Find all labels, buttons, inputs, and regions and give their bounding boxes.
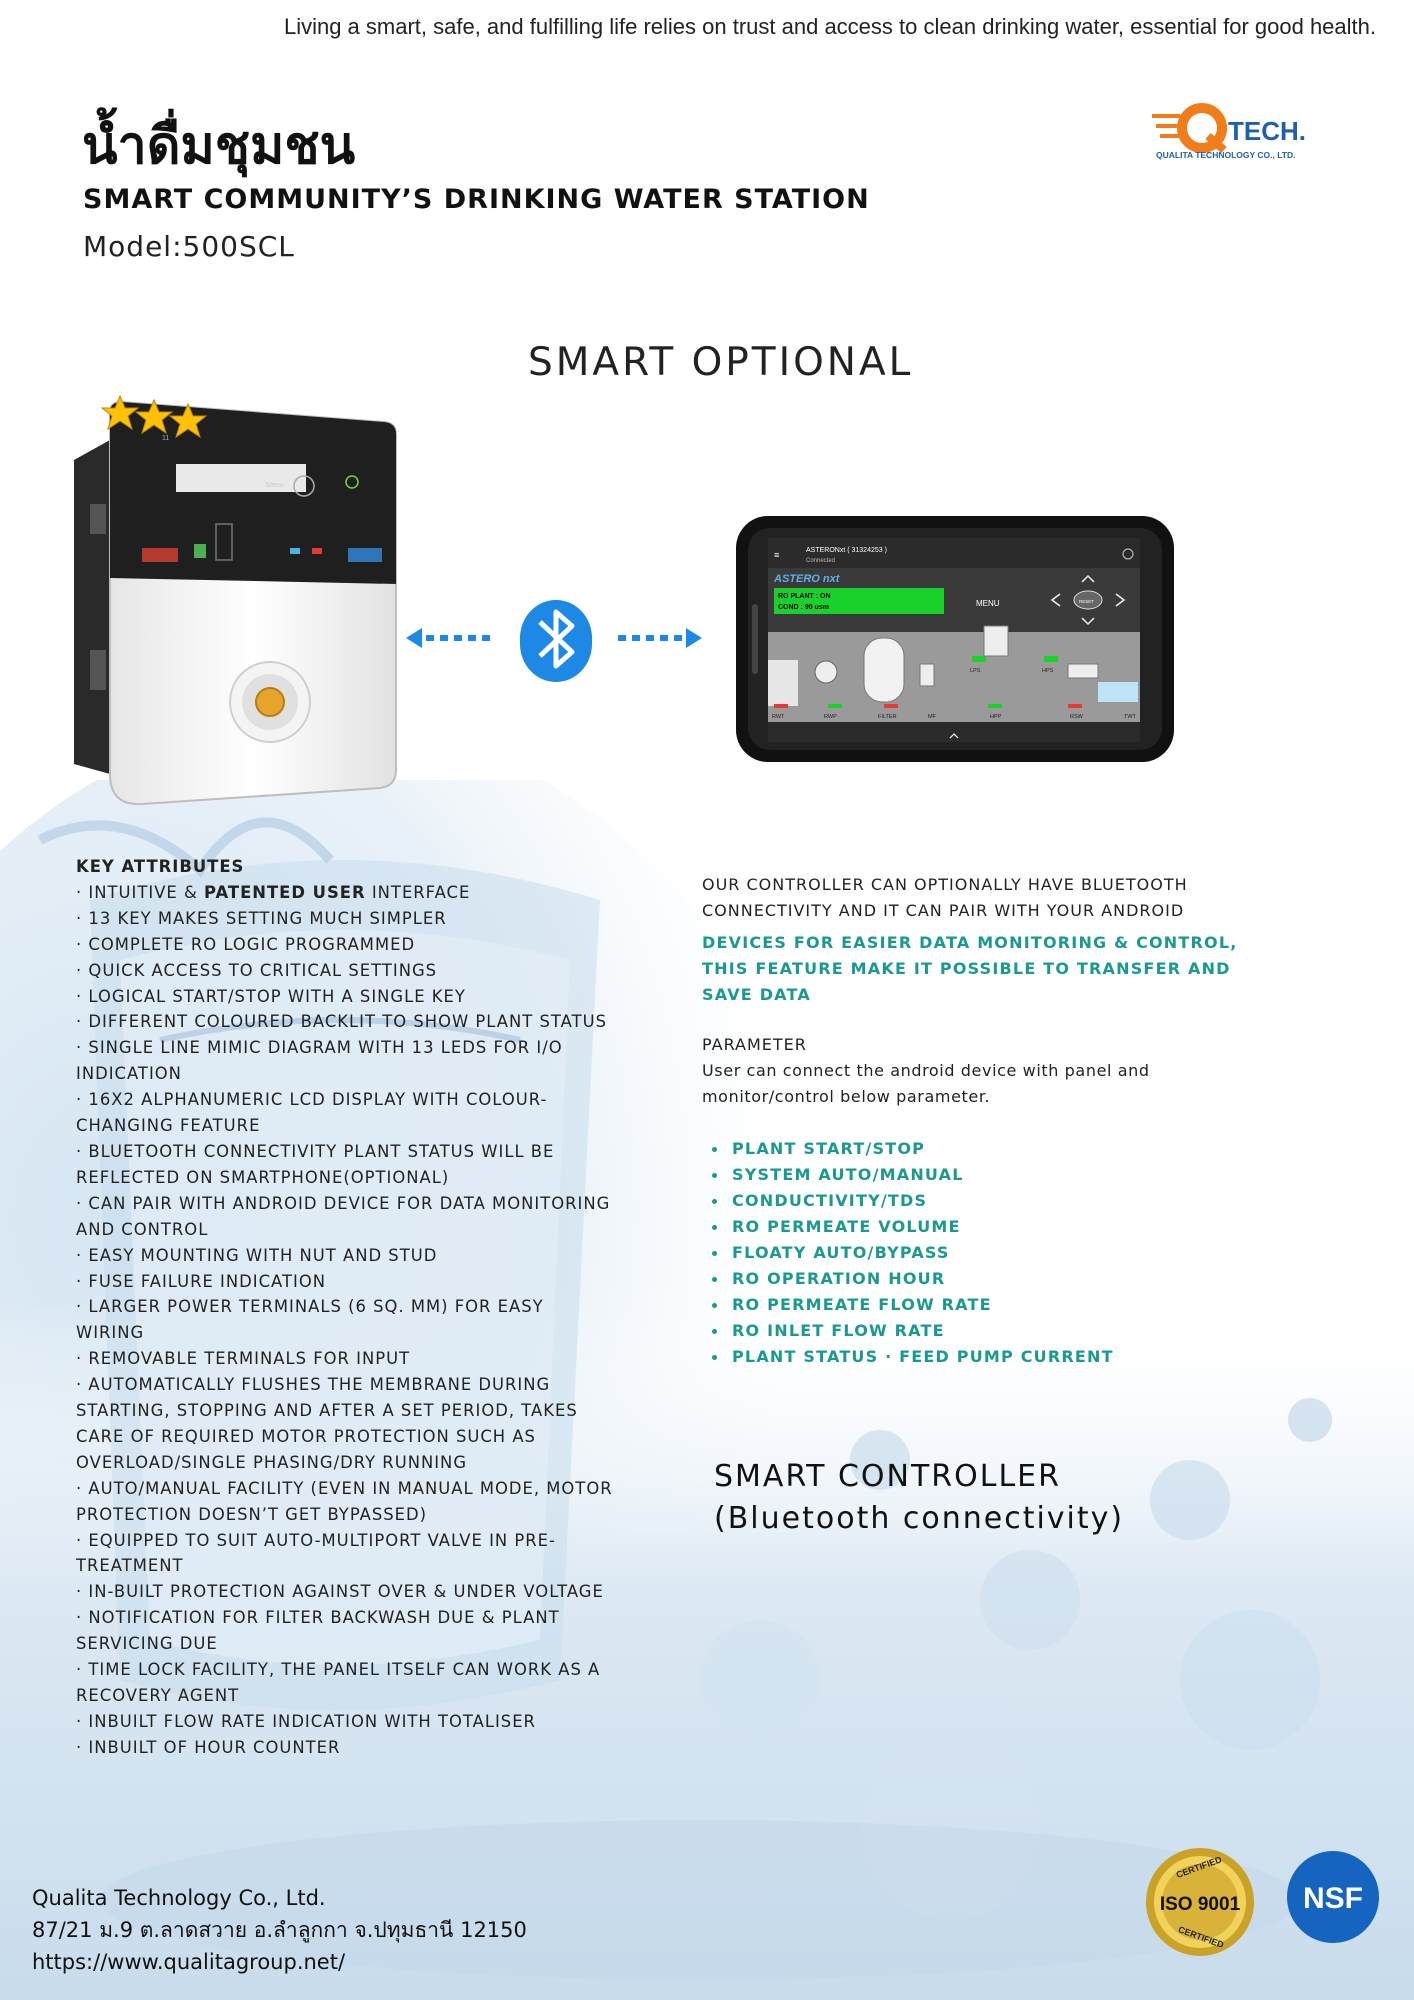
smart-controller-caption — [714, 1456, 1124, 1540]
key-attribute-item: · NOTIFICATION FOR FILTER BACKWASH DUE & PLANT SERVICING DUE — [76, 1608, 560, 1654]
app-logo: ASTERO nxt — [774, 573, 840, 585]
diagram-small-label: LPS — [970, 668, 981, 674]
section-title: SMART OPTIONAL — [528, 340, 914, 385]
bluetooth-description — [702, 872, 1262, 1370]
logo-subtitle: QUALITA TECHNOLOGY CO., LTD. — [1156, 150, 1296, 160]
key-attribute-item: · 13 KEY MAKES SETTING MUCH SIMPLER — [76, 908, 447, 928]
parameter-item: FLOATY AUTO/BYPASS — [712, 1240, 1262, 1266]
nsf-badge-text: NSF — [1303, 1882, 1363, 1915]
key-attribute-item: · AUTOMATICALLY FLUSHES THE MEMBRANE DURING STARTING, STOPPING AND AFTER A SET PERIOD, TAKES CARE OF REQUIRED MOTOR PROTECTION SUCH AS OVERLOAD/SINGLE PHASING/DRY RUNNING — [76, 1375, 578, 1472]
controller-panel-small: 11 — [162, 435, 170, 442]
controller-device-image — [66, 394, 406, 810]
left-arrow-icon — [406, 628, 490, 648]
page-title: น้ำดื่มชุมชน — [82, 116, 356, 176]
key-attribute-item: · DIFFERENT COLOURED BACKLIT TO SHOW PLANT STATUS — [76, 1012, 607, 1032]
key-attribute-item: · BLUETOOTH CONNECTIVITY PLANT STATUS WILL BE REFLECTED ON SMARTPHONE(OPTIONAL) — [76, 1141, 555, 1187]
company-website-link[interactable]: https://www.qualitagroup.net/ — [32, 1950, 346, 1974]
diagram-label: RSW — [1070, 714, 1083, 720]
iso-badge-main: ISO 9001 — [1159, 1894, 1241, 1915]
key-attribute-item: · LOGICAL START/STOP WITH A SINGLE KEY — [76, 986, 466, 1006]
diagram-label: RWT — [772, 714, 785, 720]
diagram-label: MF — [928, 714, 936, 720]
key-attribute-item: · LARGER POWER TERMINALS (6 SQ. MM) FOR EASY WIRING — [76, 1297, 544, 1343]
parameter-item: PLANT START/STOP — [712, 1136, 1262, 1162]
key-attribute-item: · FUSE FAILURE INDICATION — [76, 1271, 326, 1291]
key-attribute-item: · SINGLE LINE MIMIC DIAGRAM WITH 13 LEDS FOR I/O INDICATION — [76, 1038, 563, 1084]
app-menu-button[interactable]: MENU — [976, 599, 1000, 608]
diagram-label: TWT — [1124, 714, 1136, 720]
tagline: Living a smart, safe, and fulfilling life relies on trust and access to clean drinking water, essential for good health. — [283, 14, 1376, 39]
iso-9001-badge — [1144, 1846, 1256, 1958]
key-attribute-item: · AUTO/MANUAL FACILITY (EVEN IN MANUAL MODE, MOTOR PROTECTION DOESN’T GET BYPASSED) — [76, 1478, 613, 1524]
iso-badge-bottom: CERTIFIED — [1176, 1924, 1226, 1951]
controller-menu-label: Menu — [266, 482, 284, 489]
parameter-item: RO INLET FLOW RATE — [712, 1318, 1262, 1344]
key-attribute-item: · 16X2 ALPHANUMERIC LCD DISPLAY WITH COLOUR-CHANGING FEATURE — [76, 1090, 548, 1136]
key-attribute-item: · REMOVABLE TERMINALS FOR INPUT — [76, 1349, 411, 1369]
key-attribute-item: · INBUILT FLOW RATE INDICATION WITH TOTALISER — [76, 1711, 536, 1731]
key-attribute-item: · QUICK ACCESS TO CRITICAL SETTINGS — [76, 960, 438, 980]
right-arrow-icon — [618, 628, 702, 648]
parameter-item: SYSTEM AUTO/MANUAL — [712, 1162, 1262, 1188]
svg-text:≡: ≡ — [774, 550, 780, 560]
key-attributes-heading: KEY ATTRIBUTES — [76, 857, 245, 876]
parameter-list — [702, 1136, 1262, 1370]
logo-brand: TECH. — [1228, 116, 1306, 146]
parameter-description: User can connect the android device with panel and monitor/control below parameter. — [702, 1061, 1150, 1106]
key-attribute-emphasis: PATENTED USER — [203, 882, 366, 902]
bluetooth-icon — [520, 600, 592, 682]
key-attribute-item: · EASY MOUNTING WITH NUT AND STUD — [76, 1245, 438, 1265]
diagram-label: HPP — [990, 714, 1002, 720]
smart-controller-title: SMART CONTROLLER — [714, 1459, 1061, 1494]
diagram-small-label: HPS — [1042, 668, 1054, 674]
page-subtitle: SMART COMMUNITY’S DRINKING WATER STATION — [83, 184, 870, 215]
key-attribute-item: · CAN PAIR WITH ANDROID DEVICE FOR DATA MONITORING AND CONTROL — [76, 1193, 611, 1239]
parameter-item: RO PERMEATE VOLUME — [712, 1214, 1262, 1240]
key-attributes — [76, 854, 616, 1761]
bluetooth-connection — [400, 596, 710, 686]
bluetooth-feature-highlight: DEVICES FOR EASIER DATA MONITORING & CONTROL, THIS FEATURE MAKE IT POSSIBLE TO TRANSFER AND SAVE DATA — [702, 933, 1238, 1004]
key-attribute-item: · IN-BUILT PROTECTION AGAINST OVER & UNDER VOLTAGE — [76, 1582, 604, 1602]
parameter-item: RO OPERATION HOUR — [712, 1266, 1262, 1292]
iso-badge-top: CERTIFIED — [1174, 1854, 1224, 1881]
parameter-heading: PARAMETER — [702, 1035, 807, 1054]
app-connected: Connected — [806, 558, 836, 564]
diagram-label: FILTER — [878, 714, 897, 720]
app-status-line2: COND : 90 usm — [778, 604, 829, 611]
app-header: ASTERONxt ( 31324253 ) — [806, 547, 887, 554]
qtech-logo — [1150, 100, 1350, 164]
parameter-item: PLANT STATUS · FEED PUMP CURRENT — [712, 1344, 1262, 1370]
parameter-item: CONDUCTIVITY/TDS — [712, 1188, 1262, 1214]
logo-speed-lines-icon — [1152, 114, 1180, 138]
key-attribute-item: · INTUITIVE & PATENTED USER INTERFACE — [76, 882, 471, 902]
key-attribute-item: · EQUIPPED TO SUIT AUTO-MULTIPORT VALVE IN PRE-TREATMENT — [76, 1530, 556, 1576]
key-attribute-item: · INBUILT OF HOUR COUNTER — [76, 1737, 341, 1757]
model-number: Model:500SCL — [83, 230, 295, 263]
nsf-badge — [1286, 1850, 1380, 1944]
company-address: 87/21 ม.9 ต.ลาดสวาย อ.ลำลูกกา จ.ปทุมธานี 12150 — [32, 1918, 527, 1942]
smartphone-app-image — [734, 514, 1176, 764]
diagram-label: RWP — [824, 714, 837, 720]
key-attribute-item: · COMPLETE RO LOGIC PROGRAMMED — [76, 934, 416, 954]
smart-controller-subtitle: (Bluetooth connectivity) — [714, 1501, 1125, 1536]
bluetooth-intro: OUR CONTROLLER CAN OPTIONALLY HAVE BLUETOOTH CONNECTIVITY AND IT CAN PAIR WITH YOUR ANDROID — [702, 875, 1188, 920]
app-reset-button[interactable]: RESET — [1079, 599, 1095, 604]
app-status-line1: RO PLANT : ON — [778, 593, 831, 600]
company-name: Qualita Technology Co., Ltd. — [32, 1886, 326, 1910]
company-footer — [32, 1882, 527, 1978]
key-attribute-item: · TIME LOCK FACILITY, THE PANEL ITSELF CAN WORK AS A RECOVERY AGENT — [76, 1660, 601, 1705]
parameter-item: RO PERMEATE FLOW RATE — [712, 1292, 1262, 1318]
